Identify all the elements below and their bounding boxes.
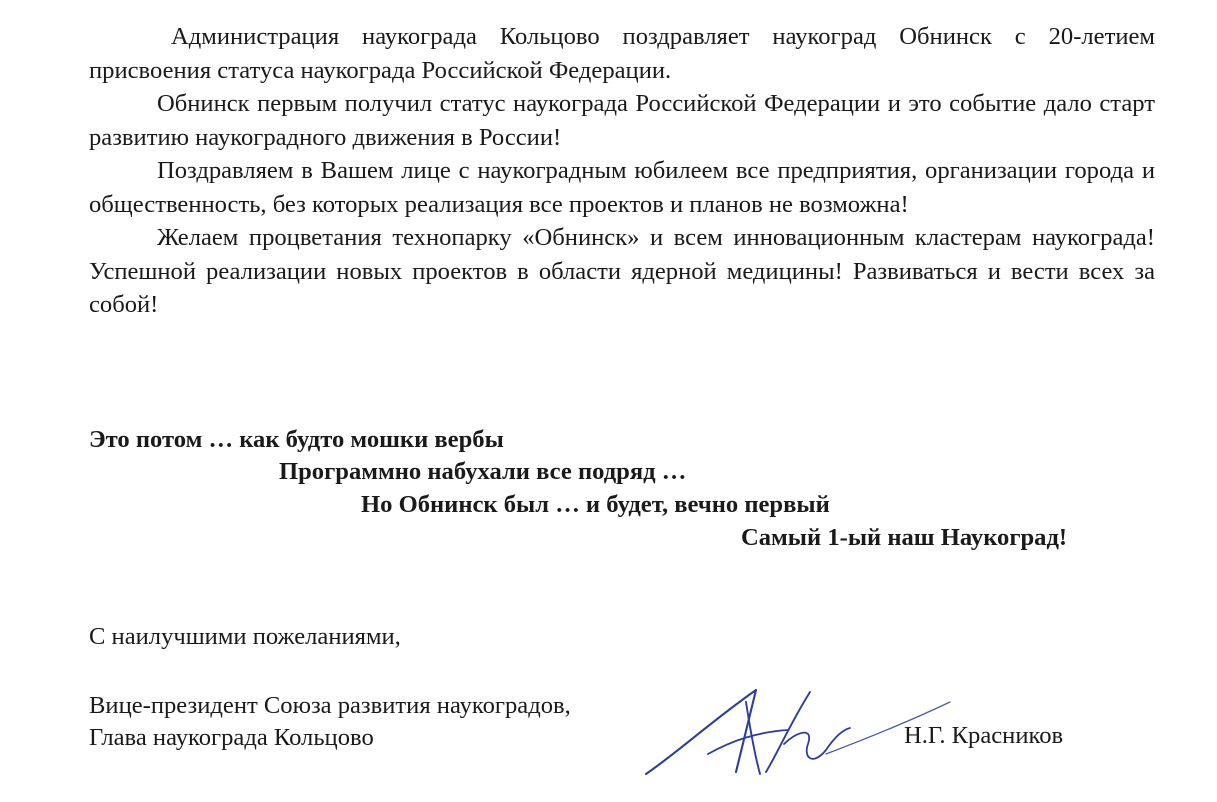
- paragraph-first-status: Обнинск первым получил статус наукограда Российской Федерации и это событие дало старт развитию наукоградного движения в России!: [89, 90, 1155, 151]
- poem-line-2: Программно набухали все подряд …: [279, 458, 687, 485]
- closing-phrase: С наилучшими пожеланиями,: [89, 623, 401, 650]
- signer-name: Н.Г. Красников: [904, 722, 1064, 749]
- signer-title-line-2: Глава наукограда Кольцово: [89, 724, 374, 751]
- paragraph-greeting: Администрация наукограда Кольцово поздравляет наукоград Обнинск с 20-летием присвоения статуса наукограда Российской Федерации.: [89, 23, 1155, 84]
- poem-line-4: Самый 1-ый наш Наукоград!: [741, 524, 1068, 551]
- poem-line-3: Но Обнинск был … и будет, вечно первый: [361, 491, 830, 518]
- poem-line-1: Это потом … как будто мошки вербы: [89, 426, 504, 453]
- signer-title: [89, 690, 571, 754]
- paragraph-congratulations: Поздравляем в Вашем лице с наукоградным юбилеем все предприятия, организации города и общественность, без которых реализация все проектов и планов не возможна!: [89, 157, 1155, 218]
- paragraph-wishes: Желаем процветания технопарку «Обнинск» и всем инновационным кластерам наукограда! Успешной реализации новых проектов в области ядерной медицины! Развиваться и вести всех за собой!: [89, 224, 1155, 318]
- letter-body: [89, 20, 1155, 322]
- signer-title-line-1: Вице-президент Союза развития наукоградов,: [89, 692, 571, 719]
